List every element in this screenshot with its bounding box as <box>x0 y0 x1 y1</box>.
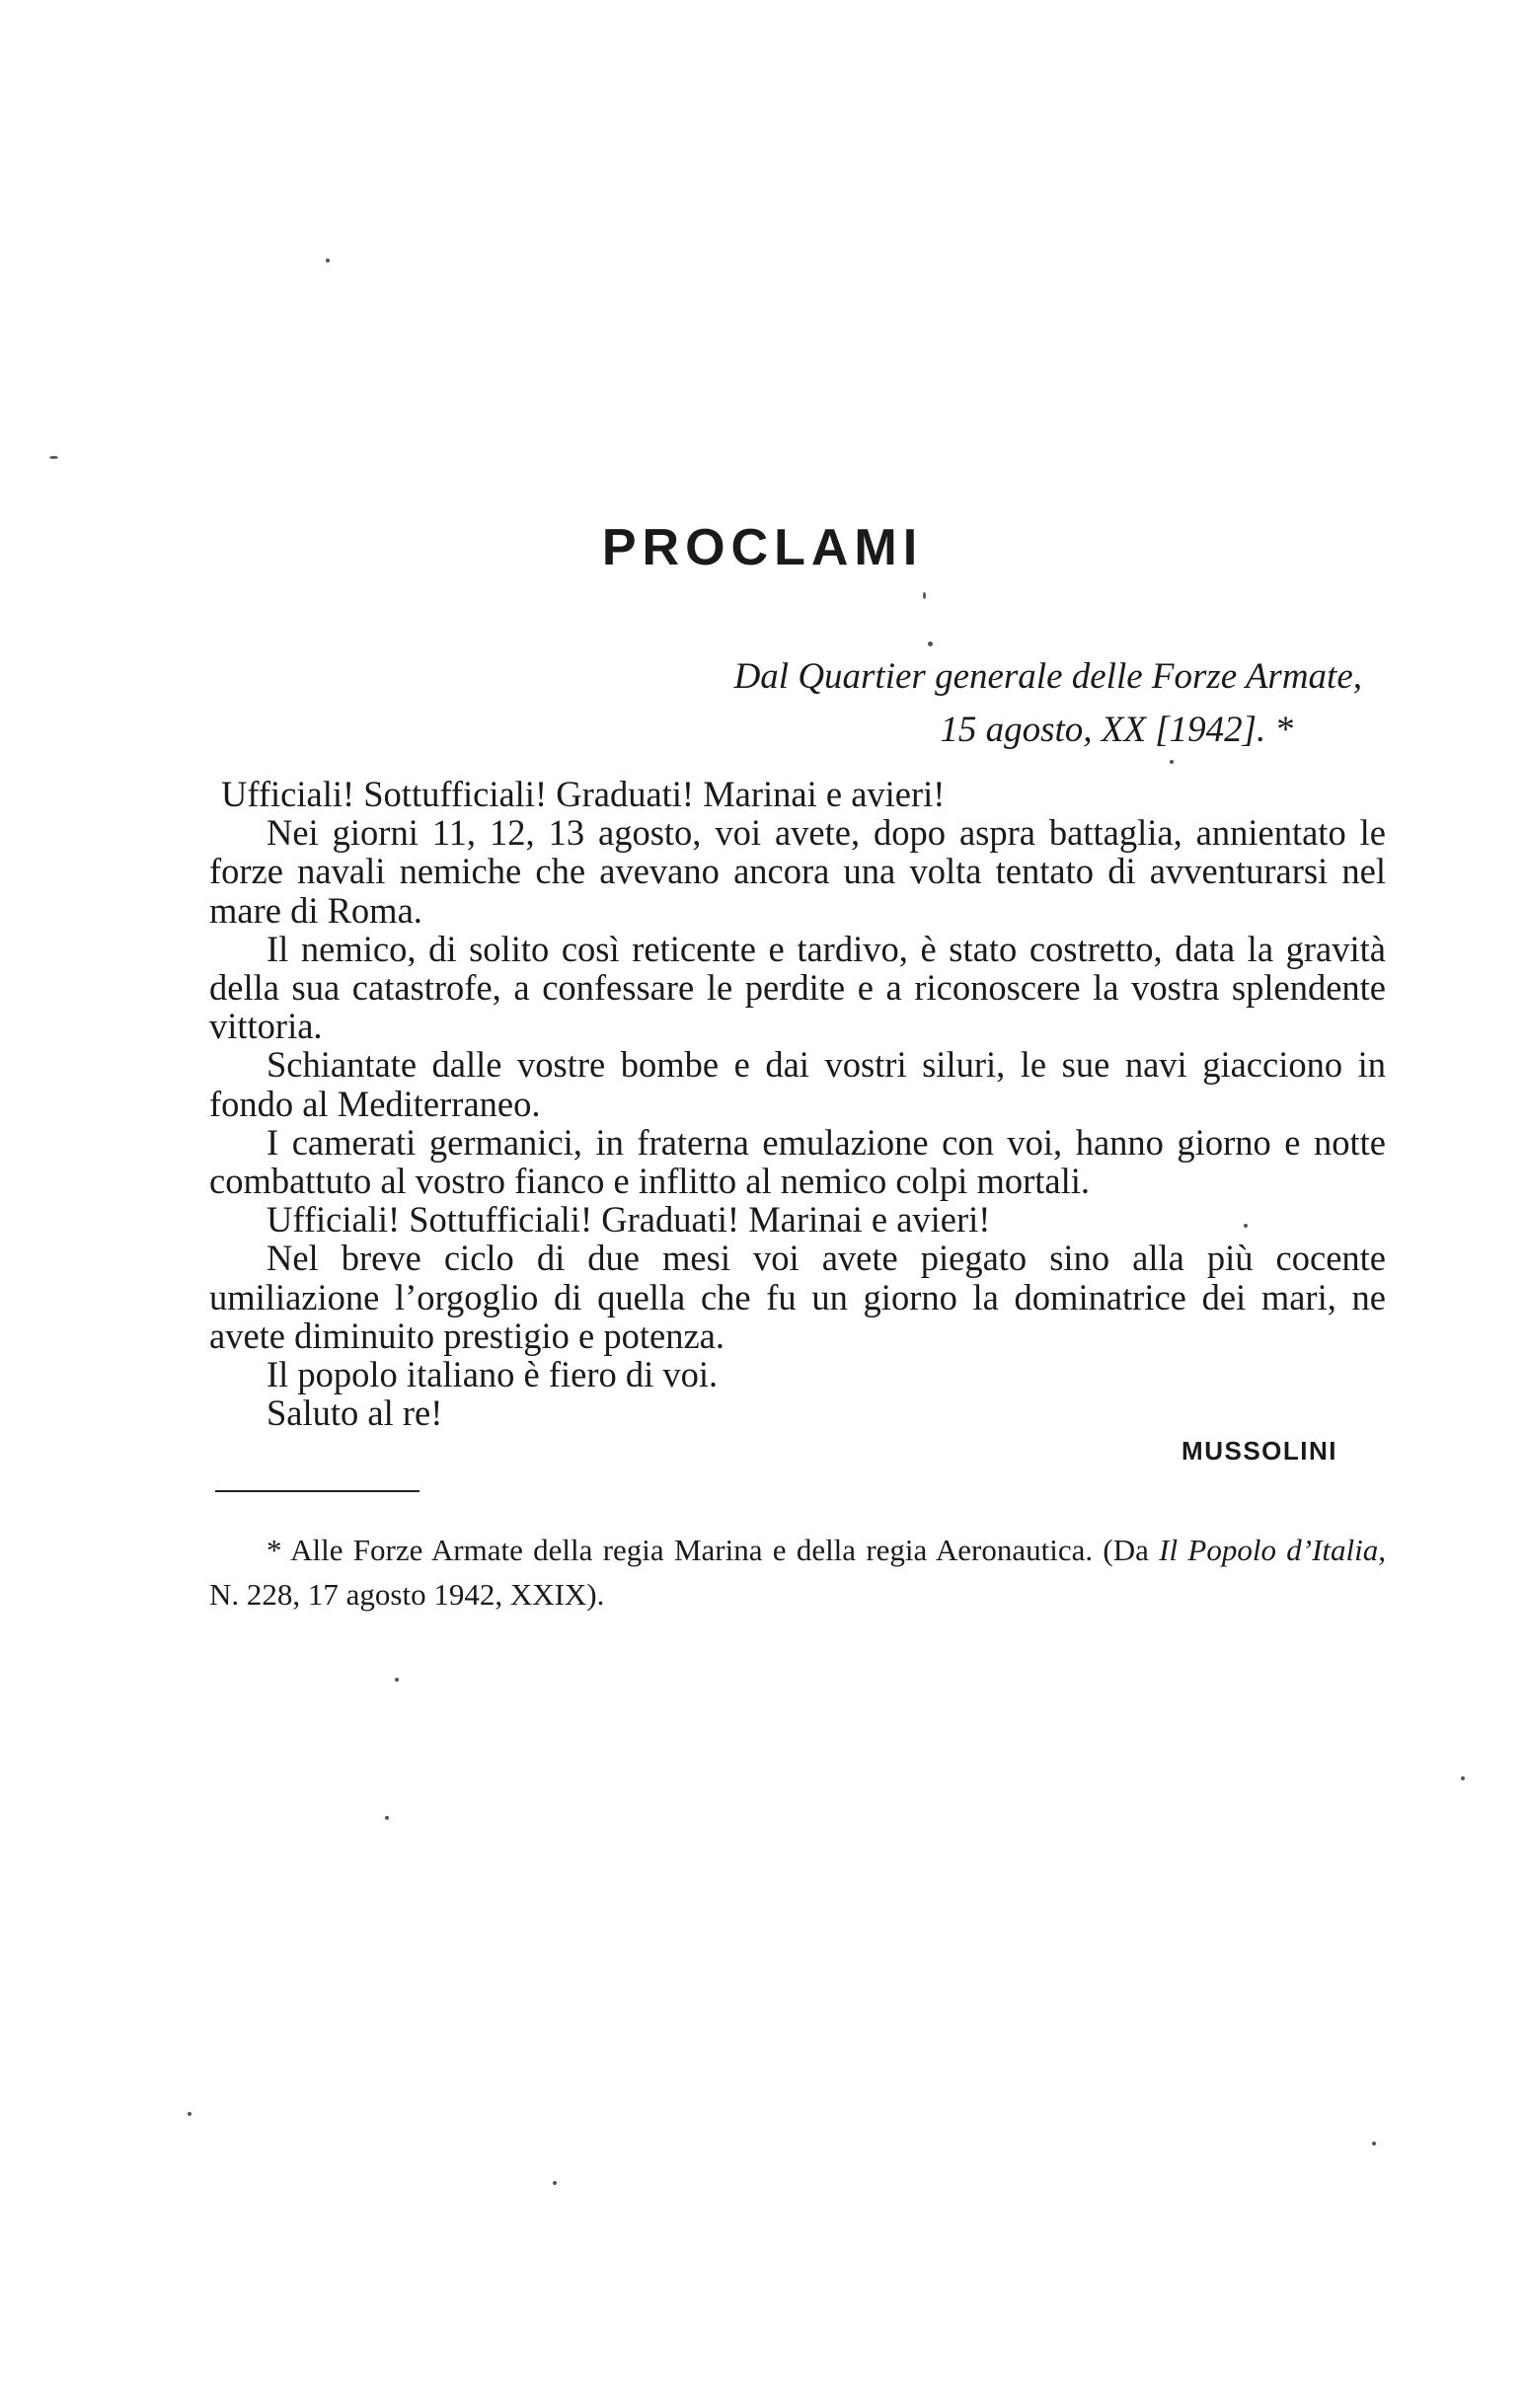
page-title: PROCLAMI <box>601 519 924 576</box>
scan-speck <box>49 456 58 459</box>
body-paragraph: Il popolo italiano è fiero di voi. <box>267 1354 719 1395</box>
scan-speck <box>928 641 933 646</box>
footnote-paragraph <box>209 1528 1386 1617</box>
scan-speck <box>385 1816 389 1820</box>
scan-speck <box>1244 1224 1248 1228</box>
salutation-paragraph: Ufficiali! Sottufficiali! Graduati! Marinai e avieri! <box>267 1199 991 1241</box>
scan-speck <box>1372 2142 1376 2145</box>
scan-speck <box>1461 1776 1465 1780</box>
scan-speck <box>923 592 926 599</box>
scan-speck <box>395 1678 399 1682</box>
scan-speck <box>326 259 330 263</box>
body-paragraph: Nel breve ciclo di due mesi voi avete piegato sino alla più cocente umiliazione l’orgoglio di quella che fu un giorno la dominatrice dei mari, ne avete diminuito prestigio e potenza. <box>209 1238 1386 1356</box>
scan-speck <box>1170 760 1174 764</box>
closing-paragraph: Saluto al re! <box>267 1392 443 1434</box>
scan-speck <box>188 2112 191 2116</box>
dateline-date: 15 agosto, XX [1942]. * <box>940 710 1293 750</box>
body-paragraph: I camerati germanici, in fraterna emulazione con voi, hanno giorno e notte combattuto al vostro fianco e inflitto al nemico colpi mortali. <box>209 1121 1386 1202</box>
scan-speck <box>553 2181 557 2185</box>
salutation-paragraph: Ufficiali! Sottufficiali! Graduati! Marinai e avieri! <box>221 774 946 814</box>
footnote-text: * Alle Forze Armate della regia Marina e della regia Aeronautica. (Da <box>267 1533 1160 1567</box>
body-paragraph: Schiantate dalle vostre bombe e dai vostri siluri, le sue navi giacciono in fondo al Mediterraneo. <box>209 1044 1386 1124</box>
footnote <box>209 1528 1386 1617</box>
body-paragraph: Nei giorni 11, 12, 13 agosto, voi avete, dopo aspra battaglia, annientato le forze navali nemiche che avevano ancora una volta tentato di avventurarsi nel mare di Roma. <box>209 812 1386 931</box>
footnote-divider <box>215 1490 419 1492</box>
dateline-place: Dal Quartier generale delle Forze Armate, <box>733 656 1362 697</box>
proclamation-body <box>209 775 1386 1432</box>
body-paragraph: Il nemico, di solito così reticente e tardivo, è stato costretto, data la gravità della sua catastrofe, a confessare le perdite e a riconoscere la vostra splendente vittoria. <box>209 928 1386 1047</box>
footnote-source-title: Il Popolo d’Italia, <box>1159 1533 1386 1567</box>
footnote-text-end: N. 228, 17 agosto 1942, XXIX). <box>209 1577 605 1612</box>
signature: MUSSOLINI <box>1182 1436 1337 1466</box>
